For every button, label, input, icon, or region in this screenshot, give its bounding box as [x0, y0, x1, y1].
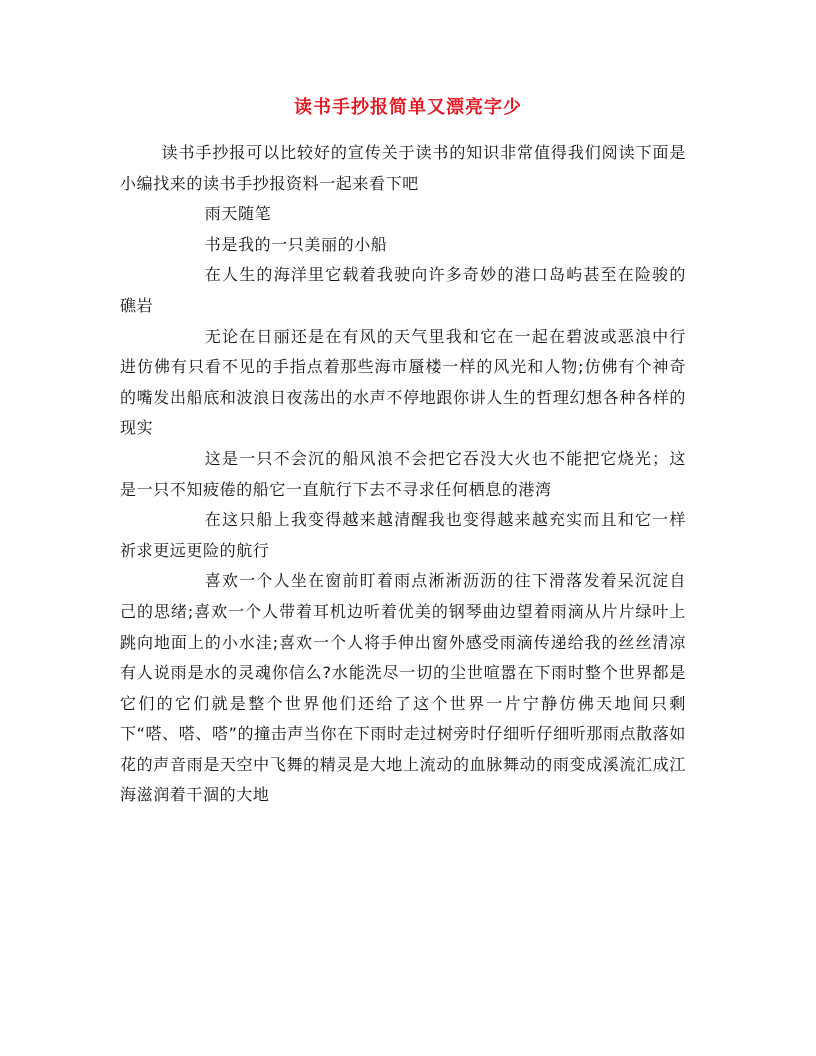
paragraph: 书是我的一只美丽的小船 — [204, 234, 388, 254]
document-body — [120, 138, 686, 811]
paragraph: 在这只船上我变得越来越清醒我也变得越来越充实而且和它一样祈求更远更险的航行 — [120, 510, 686, 560]
paragraph: 无论在日丽还是在有风的天气里我和它在一起在碧波或恶浪中行进仿佛有只看不见的手指点着那些海市蜃楼一样的风光和人物;仿佛有个神奇的嘴发出船底和波浪日夜荡出的水声不停地跟你讲人生的哲理幻想各种各样的现实 — [120, 326, 686, 438]
paragraph: 喜欢一个人坐在窗前盯着雨点淅淅沥沥的往下滑落发着呆沉淀自己的思绪;喜欢一个人带着耳机边听着优美的钢琴曲边望着雨滴从片片绿叶上跳向地面上的小水洼;喜欢一个人将手伸出窗外感受雨滴传递给我的丝丝清凉有人说雨是水的灵魂你信么?水能洗尽一切的尘世喧嚣在下雨时整个世界都是它们的它们就是整个世界他们还给了这个世界一片宁静仿佛天地间只剩下“嗒、嗒、嗒”的撞击声当你在下雨时走过树旁时仔细听仔细听那雨点散落如花的声音雨是天空中飞舞的精灵是大地上流动的血脉舞动的雨变成溪流汇成江海滋润着干涸的大地 — [120, 571, 686, 805]
paragraph-heading: 雨天随笔 — [204, 204, 272, 224]
document-title: 读书手抄报简单又漂亮字少 — [294, 97, 522, 118]
paragraph-intro: 读书手抄报可以比较好的宣传关于读书的知识非常值得我们阅读下面是小编找来的读书手抄报资料一起来看下吧 — [120, 143, 686, 193]
paragraph: 这是一只不会沉的船风浪不会把它吞没大火也不能把它烧光；这是一只不知疲倦的船它一直航行下去不寻求任何栖息的港湾 — [120, 448, 686, 499]
paragraph: 在人生的海洋里它载着我驶向许多奇妙的港口岛屿甚至在险骏的礁岩 — [120, 265, 686, 315]
